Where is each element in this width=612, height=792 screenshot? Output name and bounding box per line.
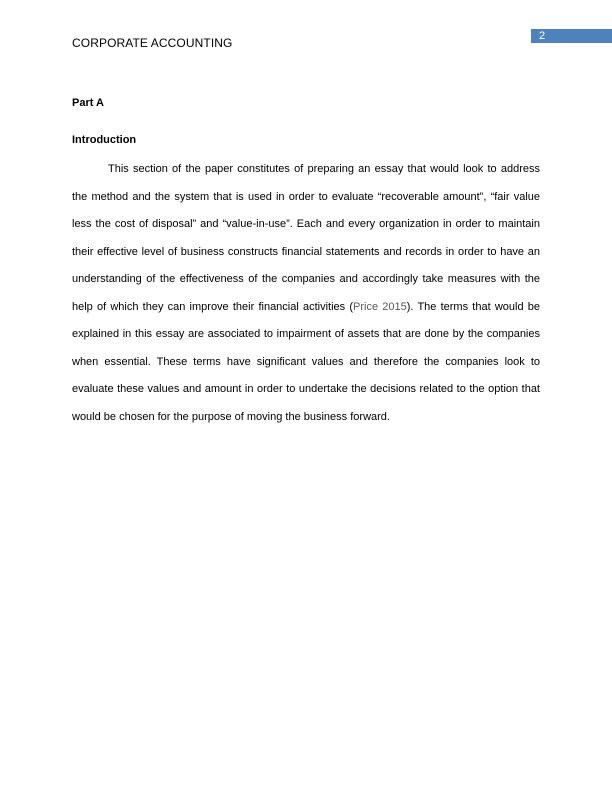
introduction-paragraph: [72, 156, 540, 431]
page-number: 2: [539, 30, 546, 42]
paragraph-text-before-citation: This section of the paper constitutes of preparing an essay that would look to address the method and the system that is used in order to evaluate “recoverable amount”, “fair value less the cost of disposal” and “value-in-use”. Each and every organization in order to maintain their effective level of business constructs financial statements and records in order to have an understanding of the effectiveness of the companies and accordingly take measures with the help of which they can improve their financial activities (: [72, 163, 540, 313]
section-heading: Introduction: [72, 134, 137, 146]
running-header: CORPORATE ACCOUNTING: [72, 36, 233, 50]
part-heading: Part A: [72, 97, 104, 109]
page-number-band: [531, 29, 612, 43]
citation-link[interactable]: Price 2015: [353, 300, 407, 313]
paragraph-text-after-citation: ). The terms that would be explained in this essay are associated to impairment of assets that are done by the companies when essential. These terms have significant values and therefore the companies look to evaluate these values and amount in order to undertake the decisions related to the option that would be chosen for the purpose of moving the business forward.: [72, 300, 540, 423]
